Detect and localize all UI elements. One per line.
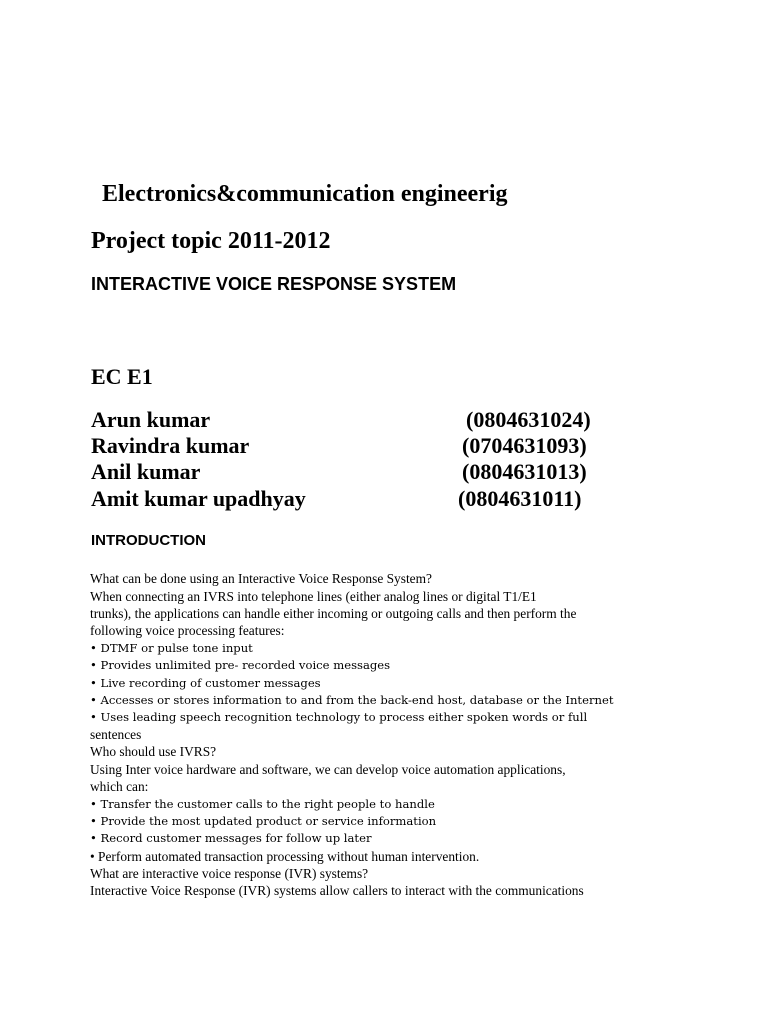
body-line: which can:	[90, 779, 149, 794]
body-line: When connecting an IVRS into telephone lines (either analog lines or digital T1/E1	[90, 589, 537, 604]
body-line: Interactive Voice Response (IVR) systems allow callers to interact with the communications	[90, 883, 584, 898]
bullet-item: • Live recording of customer messages	[90, 676, 321, 690]
topic-title: INTERACTIVE VOICE RESPONSE SYSTEM	[91, 274, 457, 294]
member-id: (0804631024)	[466, 407, 591, 432]
member-id: (0804631013)	[462, 459, 587, 484]
project-label: Project topic 2011-2012	[91, 228, 331, 254]
member-id: (0704631093)	[462, 433, 587, 458]
introduction-heading: INTRODUCTION	[91, 532, 206, 549]
bullet-item: • DTMF or pulse tone input	[90, 641, 253, 655]
body-line: Who should use IVRS?	[90, 744, 217, 759]
bullet-item: • Transfer the customer calls to the right people to handle	[90, 797, 435, 811]
member-name: Anil kumar	[91, 459, 201, 484]
body-line: following voice processing features:	[90, 623, 285, 638]
member-id: (0804631011)	[458, 486, 582, 511]
member-name: Ravindra kumar	[91, 433, 250, 458]
body-line: What can be done using an Interactive Voice Response System?	[90, 571, 432, 586]
body-line: trunks), the applications can handle either incoming or outgoing calls and then perform the	[90, 606, 577, 621]
bullet-item: • Provides unlimited pre- recorded voice messages	[90, 658, 391, 672]
body-line: Using Inter voice hardware and software, we can develop voice automation applications,	[90, 762, 566, 777]
bullet-item: • Provide the most updated product or service information	[90, 814, 437, 828]
body-line: sentences	[90, 727, 142, 742]
member-name: Arun kumar	[91, 407, 211, 432]
group-id: EC E1	[91, 364, 153, 389]
bullet-item: • Record customer messages for follow up later	[90, 831, 372, 845]
bullet-item: • Accesses or stores information to and from the back-end host, database or the Internet	[90, 693, 614, 707]
bullet-item: • Uses leading speech recognition technology to process either spoken words or full	[90, 710, 588, 724]
body-line: What are interactive voice response (IVR) systems?	[90, 866, 369, 881]
member-name: Amit kumar upadhyay	[91, 486, 306, 511]
bullet-item: • Perform automated transaction processing without human intervention.	[90, 849, 480, 864]
department-title: Electronics&communication engineerig	[102, 181, 508, 207]
